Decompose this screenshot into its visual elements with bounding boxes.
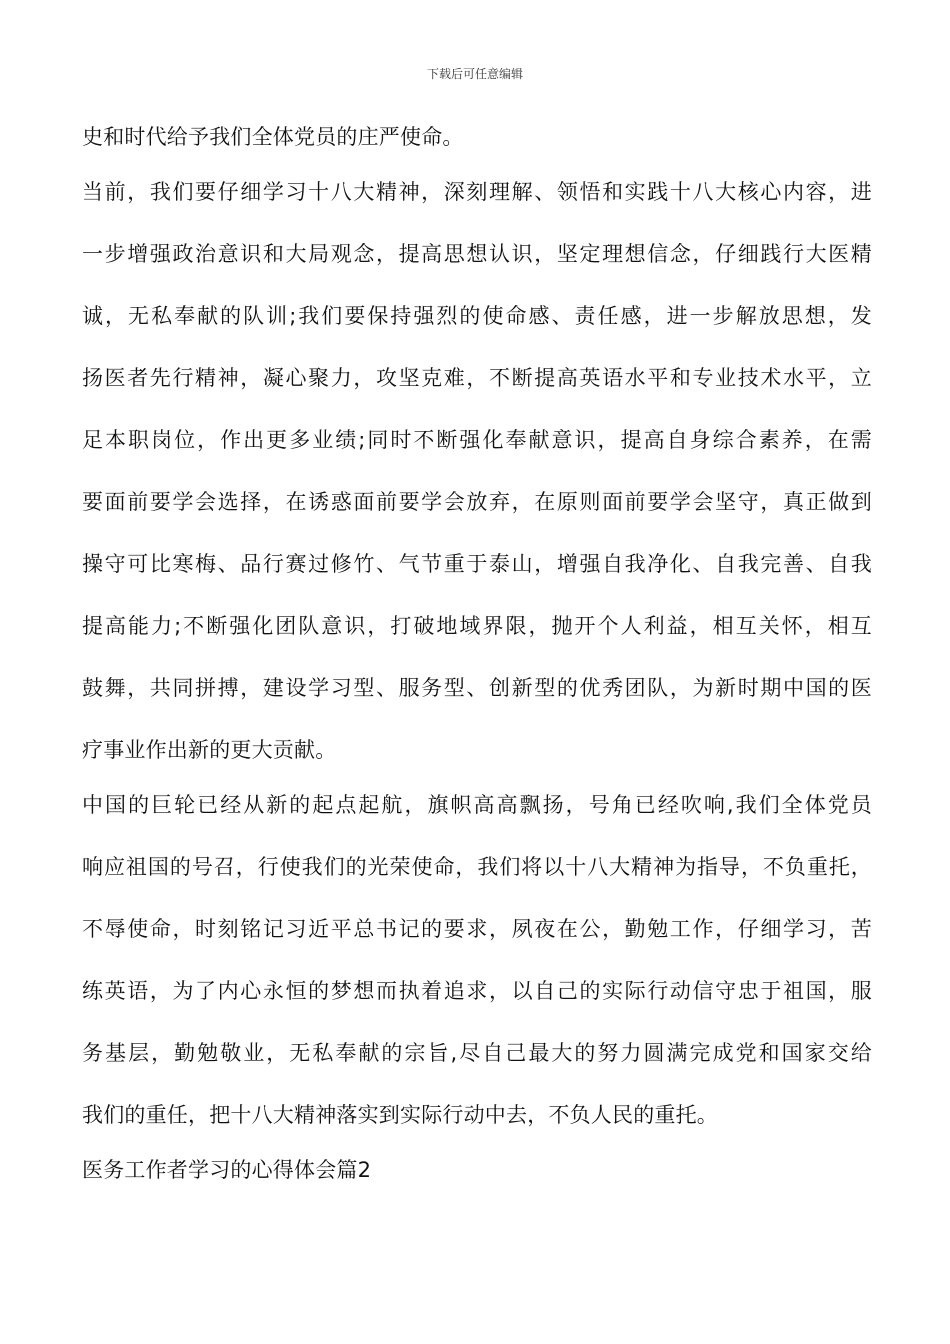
text-line: 中国的巨轮已经从新的起点起航，旗帜高高飘扬，号角已经吹响,我们全体党员 [82, 793, 872, 817]
text-line: 诚，无私奉献的队训;我们要保持强烈的使命感、责任感，进一步解放思想，发 [82, 304, 872, 328]
text-line: 我们的重任，把十八大精神落实到实际行动中去，不负人民的重托。 [82, 1103, 718, 1127]
text-line: 练英语，为了内心永恒的梦想而执着追求，以自己的实际行动信守忠于祖国，服 [82, 979, 872, 1003]
text-line: 操守可比寒梅、品行赛过修竹、气节重于泰山，增强自我净化、自我完善、自我 [82, 552, 872, 576]
text-line: 一步增强政治意识和大局观念，提高思想认识，坚定理想信念，仔细践行大医精 [82, 242, 872, 266]
text-line: 提高能力;不断强化团队意识，打破地域界限，抛开个人利益，相互关怀，相互 [82, 614, 872, 638]
document-body [82, 120, 872, 1215]
text-line: 史和时代给予我们全体党员的庄严使命。 [82, 125, 464, 149]
text-line: 要面前要学会选择，在诱惑面前要学会放弃，在原则面前要学会坚守，真正做到 [82, 490, 872, 514]
text-line: 鼓舞，共同拼搏，建设学习型、服务型、创新型的优秀团队，为新时期中国的医 [82, 676, 872, 700]
text-line: 务基层，勤勉敬业，无私奉献的宗旨,尽自己最大的努力圆满完成党和国家交给 [82, 1041, 872, 1065]
section-heading: 医务工作者学习的心得体会篇2 [82, 1158, 372, 1182]
text-line: 扬医者先行精神，凝心聚力，攻坚克难，不断提高英语水平和专业技术水平，立 [82, 366, 872, 390]
text-line: 足本职岗位，作出更多业绩;同时不断强化奉献意识，提高自身综合素养，在需 [82, 428, 872, 452]
text-line: 响应祖国的号召，行使我们的光荣使命，我们将以十八大精神为指导，不负重托， [82, 855, 872, 879]
text-line: 不辱使命，时刻铭记习近平总书记的要求，夙夜在公，勤勉工作，仔细学习，苦 [82, 917, 872, 941]
text-line: 疗事业作出新的更大贡献。 [82, 738, 337, 762]
text-line: 当前，我们要仔细学习十八大精神，深刻理解、领悟和实践十八大核心内容，进 [82, 180, 872, 204]
download-edit-note: 下载后可任意编辑 [426, 67, 523, 81]
